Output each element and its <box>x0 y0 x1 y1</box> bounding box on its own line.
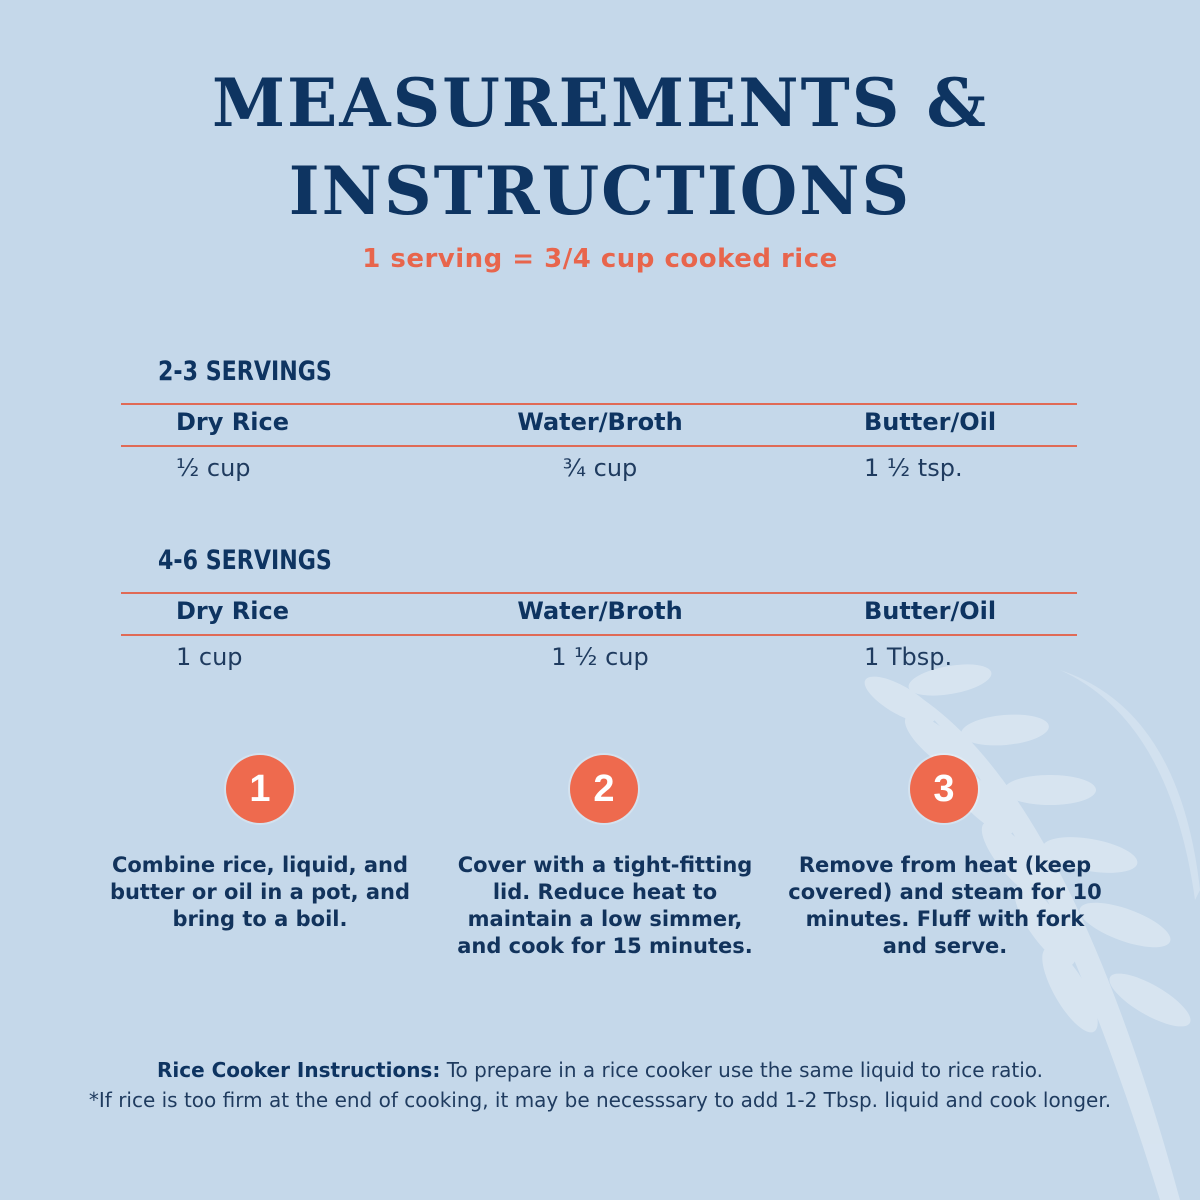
value-dry-rice: 1 cup <box>176 643 243 671</box>
step-3-badge: 3 <box>910 755 978 823</box>
step-2-text: Cover with a tight-fitting lid. Reduce heat to maintain a low simmer, and cook for 15 minutes. <box>457 853 753 958</box>
rice-cooker-label: Rice Cooker Instructions: <box>156 1058 441 1082</box>
firmness-note: *If rice is too firm at the end of cooking, it may be necesssary to add 1-2 Tbsp. liquid and cook longer. <box>88 1088 1112 1112</box>
page-title-line2: INSTRUCTIONS <box>288 152 912 230</box>
table-rule-top <box>121 403 1077 405</box>
value-dry-rice: ½ cup <box>176 454 251 482</box>
column-header-water-broth: Water/Broth <box>517 408 683 436</box>
value-butter-oil: 1 Tbsp. <box>864 643 953 671</box>
table-rule-bottom <box>121 634 1077 636</box>
rice-cooker-text: To prepare in a rice cooker use the same liquid to rice ratio. <box>446 1058 1044 1082</box>
table-rule-top <box>121 592 1077 594</box>
column-header-butter-oil: Butter/Oil <box>864 597 997 625</box>
value-water-broth: 1 ½ cup <box>551 643 649 671</box>
value-butter-oil: 1 ½ tsp. <box>864 454 963 482</box>
step-2-badge: 2 <box>570 755 638 823</box>
serving-size-note: 1 serving = 3/4 cup cooked rice <box>362 244 838 274</box>
value-water-broth: ¾ cup <box>562 454 638 482</box>
step-3-text: Remove from heat (keep covered) and steam for 10 minutes. Fluff with fork and serve. <box>788 853 1102 958</box>
column-header-dry-rice: Dry Rice <box>176 597 289 625</box>
step-1-badge: 1 <box>226 755 294 823</box>
section-heading-2-3-servings: 2-3 SERVINGS <box>158 356 332 387</box>
column-header-dry-rice: Dry Rice <box>176 408 289 436</box>
column-header-butter-oil: Butter/Oil <box>864 408 997 436</box>
section-heading-4-6-servings: 4-6 SERVINGS <box>158 545 332 576</box>
column-header-water-broth: Water/Broth <box>517 597 683 625</box>
table-rule-bottom <box>121 445 1077 447</box>
step-1-text: Combine rice, liquid, and butter or oil in a pot, and bring to a boil. <box>109 853 411 931</box>
rice-cooker-instructions <box>0 1058 1200 1082</box>
page-title-line1: MEASUREMENTS & <box>212 64 988 142</box>
